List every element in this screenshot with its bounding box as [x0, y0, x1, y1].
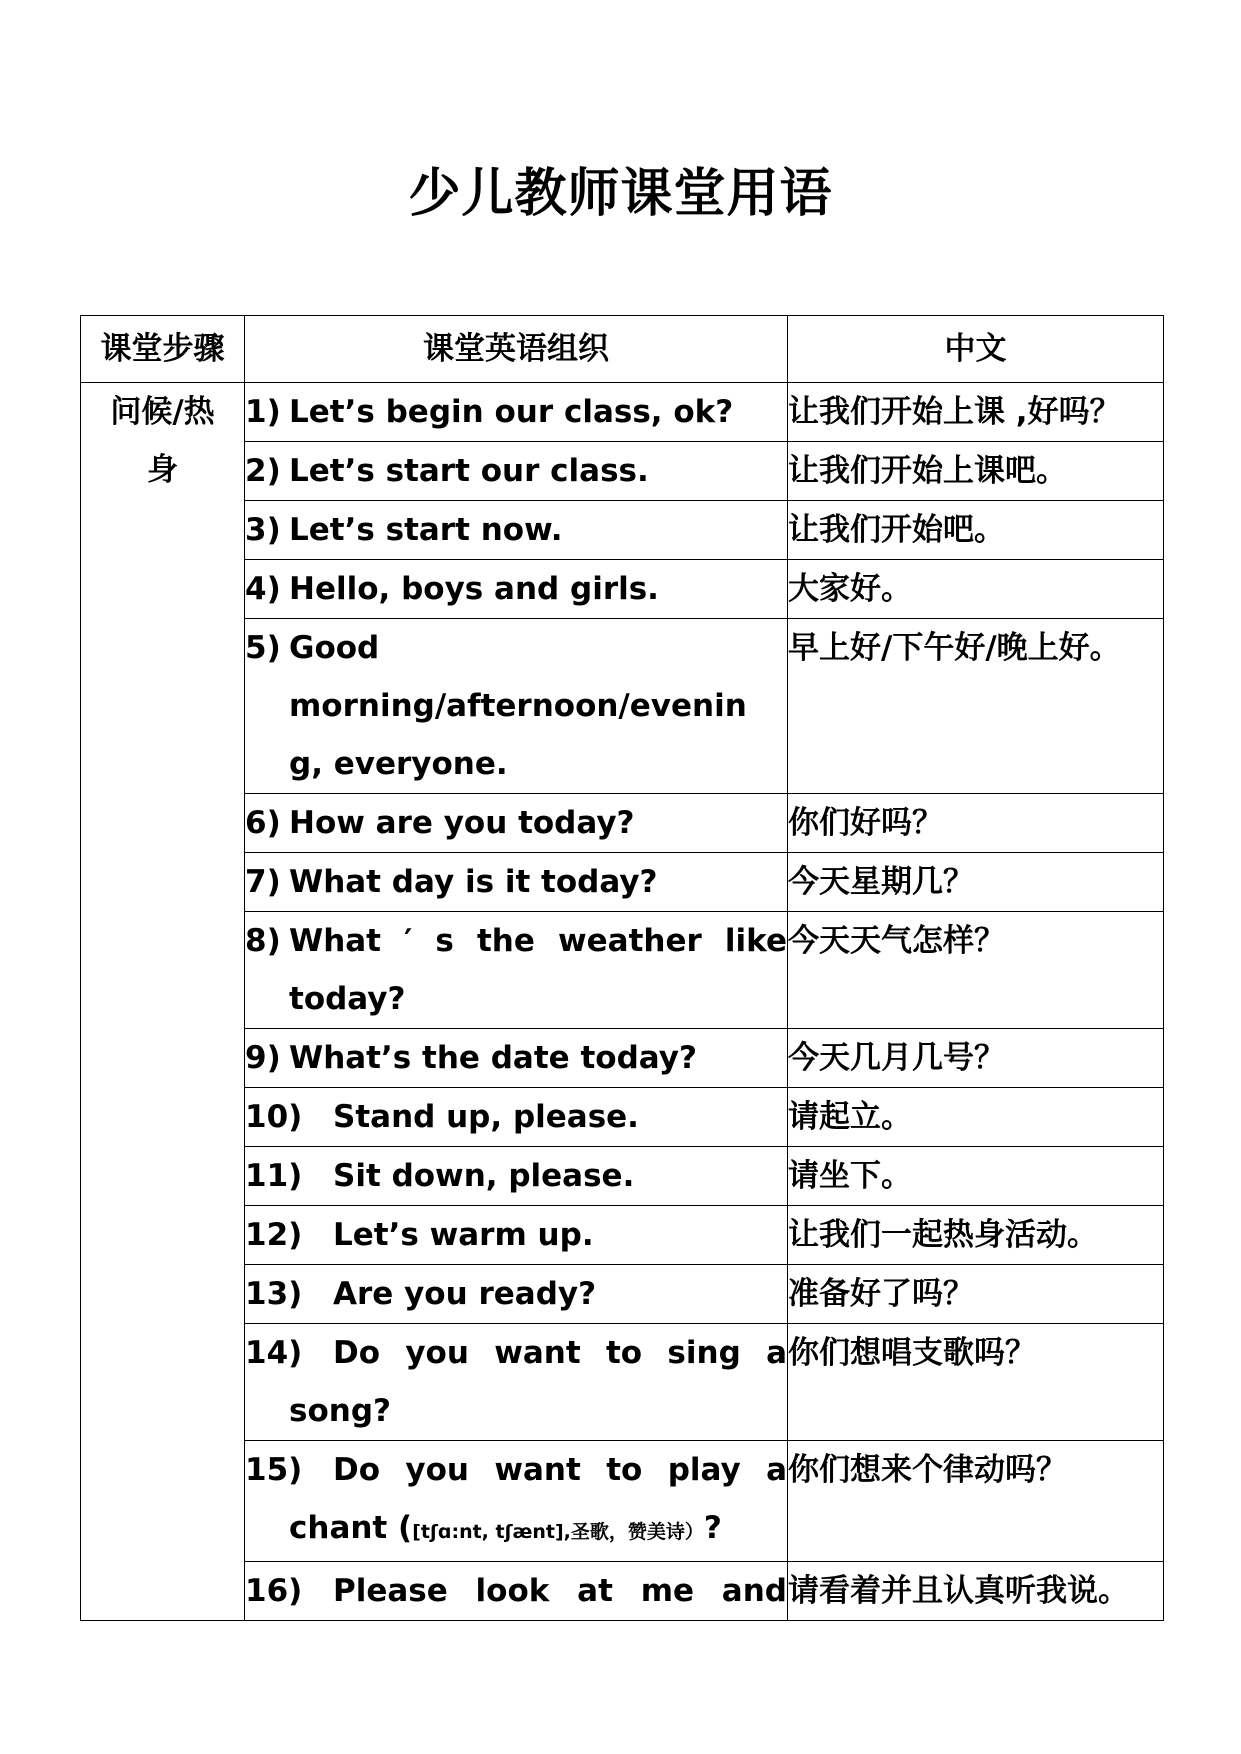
english-cell	[245, 501, 788, 560]
english-text-tail: ?	[703, 1510, 722, 1546]
row-number: 12)	[245, 1217, 303, 1253]
english-cell	[245, 560, 788, 619]
english-text: Sit down, please.	[333, 1158, 635, 1194]
chinese-cell: 今天星期几？	[788, 853, 1164, 912]
header-english: 课堂英语组织	[245, 316, 788, 383]
chinese-cell: 大家好。	[788, 560, 1164, 619]
english-text: Good	[289, 630, 380, 666]
row-number: 16)	[245, 1573, 303, 1609]
row-number: 15)	[245, 1452, 303, 1488]
english-text: Please look at me and	[333, 1573, 787, 1609]
english-text-continued: song?	[289, 1393, 391, 1429]
english-text: Do you want to play a	[333, 1452, 787, 1488]
row-number: 14)	[245, 1335, 303, 1371]
english-cell	[245, 1147, 788, 1206]
chinese-cell: 今天几月几号？	[788, 1029, 1164, 1088]
phrase-table	[80, 315, 1164, 1621]
chinese-cell: 让我们开始吧。	[788, 501, 1164, 560]
step-label: 问候/热身	[110, 394, 215, 488]
chinese-cell: 请看着并且认真听我说。	[788, 1562, 1164, 1621]
english-cell	[245, 1324, 788, 1441]
english-cell	[245, 794, 788, 853]
english-text: Let’s start our class.	[289, 453, 649, 489]
row-number: 13)	[245, 1276, 303, 1312]
table-header-row	[81, 316, 1164, 383]
english-cell	[245, 1265, 788, 1324]
english-text: How are you today?	[289, 805, 635, 841]
chinese-cell: 请坐下。	[788, 1147, 1164, 1206]
chinese-cell: 让我们开始上课吧。	[788, 442, 1164, 501]
header-chinese: 中文	[788, 316, 1164, 383]
english-text: Let’s begin our class, ok?	[289, 394, 734, 430]
english-text: What ′ s the weather like	[289, 923, 787, 959]
table-row	[81, 383, 1164, 442]
english-cell	[245, 442, 788, 501]
row-number: 6)	[245, 805, 281, 841]
english-text-continued: morning/afternoon/evenin	[289, 688, 747, 724]
phonetic-note: [tʃɑ:nt, tʃænt],圣歌，赞美诗）	[412, 1521, 704, 1543]
english-text-continued: today?	[289, 981, 406, 1017]
chinese-cell: 今天天气怎样？	[788, 912, 1164, 1029]
english-cell	[245, 1562, 788, 1621]
english-cell	[245, 1088, 788, 1147]
english-cell	[245, 853, 788, 912]
row-number: 2)	[245, 453, 281, 489]
row-number: 11)	[245, 1158, 303, 1194]
row-number: 1)	[245, 394, 281, 430]
row-number: 3)	[245, 512, 281, 548]
row-number: 7)	[245, 864, 281, 900]
header-step: 课堂步骤	[81, 316, 245, 383]
english-text-chant: chant (	[289, 1510, 413, 1546]
chinese-cell: 你们好吗？	[788, 794, 1164, 853]
page-title: 少儿教师课堂用语	[408, 164, 833, 224]
chinese-cell: 早上好/下午好/晚上好。	[788, 619, 1164, 794]
english-text: Hello, boys and girls.	[289, 571, 659, 607]
english-text-continued: g, everyone.	[289, 746, 508, 782]
english-text: Stand up, please.	[333, 1099, 639, 1135]
chinese-cell: 让我们一起热身活动。	[788, 1206, 1164, 1265]
english-cell	[245, 1441, 788, 1562]
english-cell	[245, 1206, 788, 1265]
row-number: 9)	[245, 1040, 281, 1076]
chinese-cell: 让我们开始上课 ,好吗？	[788, 383, 1164, 442]
english-text: What day is it today?	[289, 864, 658, 900]
chinese-cell: 准备好了吗？	[788, 1265, 1164, 1324]
chinese-cell: 你们想唱支歌吗？	[788, 1324, 1164, 1441]
english-cell	[245, 912, 788, 1029]
chinese-cell: 你们想来个律动吗？	[788, 1441, 1164, 1562]
row-number: 5)	[245, 630, 281, 666]
row-number: 4)	[245, 571, 281, 607]
english-text: Let’s warm up.	[333, 1217, 594, 1253]
chinese-cell: 请起立。	[788, 1088, 1164, 1147]
english-text: Are you ready?	[333, 1276, 597, 1312]
step-cell	[81, 383, 245, 1621]
row-number: 10)	[245, 1099, 303, 1135]
english-text: Let’s start now.	[289, 512, 563, 548]
english-text-continued	[245, 1499, 787, 1561]
row-number: 8)	[245, 923, 281, 959]
english-cell	[245, 383, 788, 442]
english-cell	[245, 619, 788, 794]
english-cell	[245, 1029, 788, 1088]
english-text: Do you want to sing a	[333, 1335, 787, 1371]
english-text: What’s the date today?	[289, 1040, 697, 1076]
